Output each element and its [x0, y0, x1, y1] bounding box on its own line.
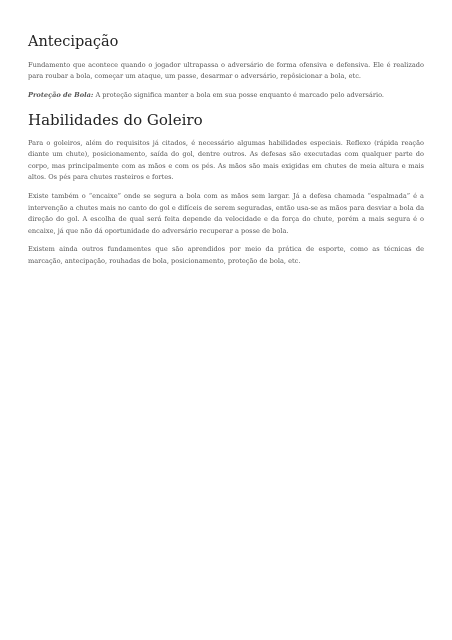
section-heading-antecipacao: Antecipação	[28, 34, 119, 50]
term-protecao-de-bola: Proteção de Bola:	[28, 90, 94, 99]
document-body	[28, 34, 424, 275]
paragraph-antecipacao: Fundamento que acontece quando o jogador ultrapassa o adversário de forma ofensiva e defensiva. Ele é realizado para roubar a bola, começar um ataque, um passe, desarmar o adversário, repôsicionar a bola, etc.	[28, 60, 424, 81]
paragraph-goleiro-requisitos: Para o goleiros, além do requisitos já citados, é necessário algumas habilidades especiais. Reflexo (rápida reação diante um chute), posicionamento, saída do gol, dentre outros. As defesas são executadas com qualquer parte do corpo, mas principalmente com as mãos e com os pés. As mãos são mais exigidas em chutes de meia altura e mais altos. Os pés para chutes rasteiros e fortes.	[28, 138, 424, 182]
paragraph-goleiro-encaixe: Existe também o “encaixe” onde se segura a bola com as mãos sem largar. Já a defesa chamada “espalmada” é a intervenção a chutes mais no canto do gol e difíceis de serem seguradas, então usa-se as mãos para desviar a bola da direção do gol. A escolha de qual será feita depende da velocidade e da força do chute, porém a mais segura é o encaixe, já que não dá oportunidade do adversário recuperar a posse de bola.	[28, 192, 424, 235]
definition-protecao-de-bola: A proteção significa manter a bola em sua posse enquanto é marcado pelo adversário.	[93, 90, 385, 99]
paragraph-protecao-de-bola	[28, 90, 424, 102]
section-heading-habilidades-do-goleiro: Habilidades do Goleiro	[28, 111, 203, 130]
paragraph-outros-fundamentos: Existem ainda outros fundamentes que são aprendidos por meio da prática de esporte, como as técnicas de marcação, antecipação, rouhadas de bola, posicionamento, proteção de bola, etc.	[28, 245, 424, 266]
